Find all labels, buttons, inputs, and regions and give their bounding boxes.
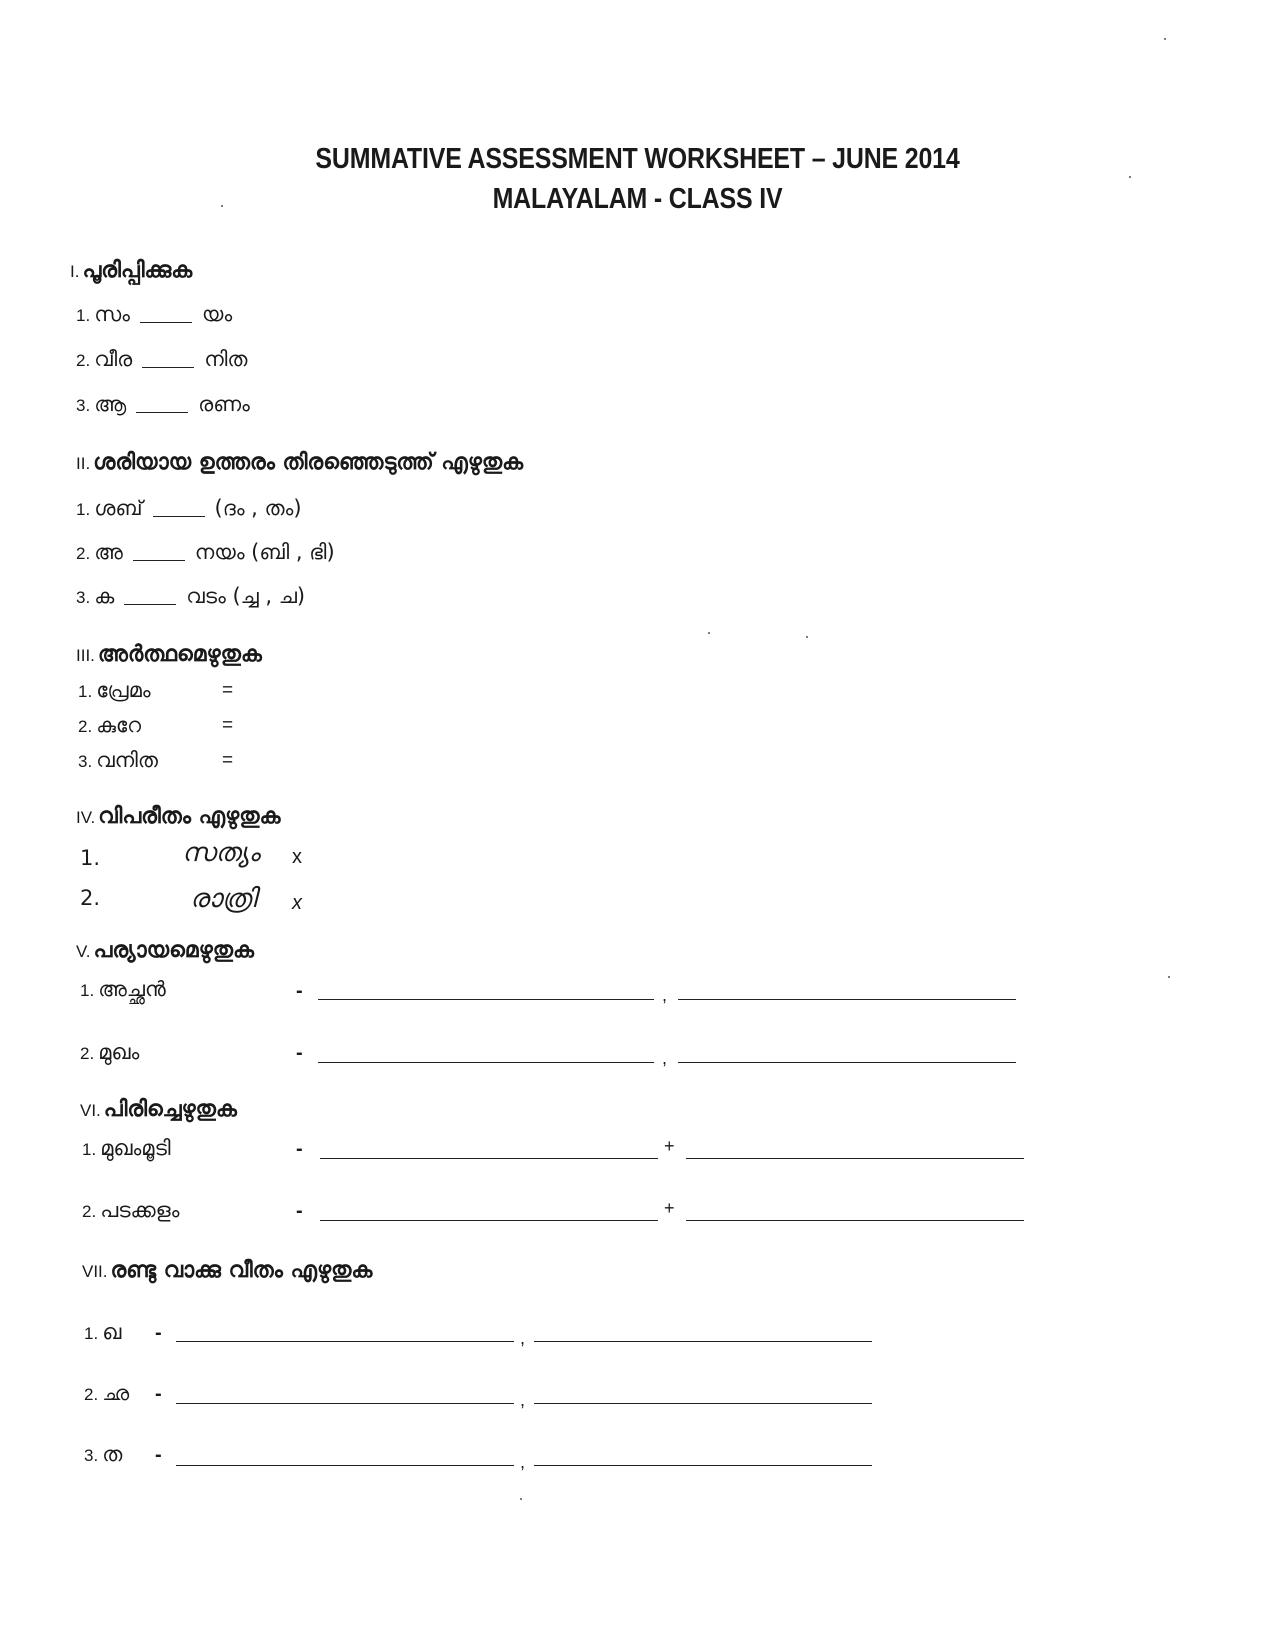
section-7-item-1	[84, 1320, 121, 1345]
answer-line[interactable]	[318, 1062, 654, 1063]
section-6-heading	[80, 1097, 237, 1122]
equals-sign: =	[222, 680, 234, 701]
dash: -	[296, 1138, 303, 1160]
item-word: ത	[102, 1442, 123, 1466]
item-number: 3.	[76, 396, 91, 415]
item-suffix: യം	[201, 302, 233, 326]
answer-line[interactable]	[534, 1465, 872, 1466]
equals-sign: =	[222, 750, 234, 771]
item-number: 3.	[76, 588, 91, 607]
scan-speck	[520, 1498, 522, 1500]
comma-separator: ,	[662, 985, 668, 1005]
section-1-item-1	[76, 302, 232, 327]
item-number: 3.	[84, 1446, 99, 1465]
plus-separator: +	[664, 1198, 675, 1218]
item-options: വടം (ച്ച , ച)	[186, 584, 306, 608]
comma-separator: ,	[520, 1390, 526, 1410]
item-number: 2.	[78, 717, 93, 736]
item-number: 2.	[76, 544, 91, 563]
section-4-heading	[76, 804, 280, 829]
section-number: VII.	[82, 1262, 108, 1281]
scan-speck	[1168, 976, 1170, 978]
item-number: 1.	[80, 981, 95, 1000]
dash: -	[296, 980, 303, 1002]
item-prefix: ശബ്	[94, 496, 143, 520]
answer-blank[interactable]	[153, 516, 205, 517]
section-title: ശരിയായ ഉത്തരം തിരഞ്ഞെടുത്ത് എഴുതുക	[93, 450, 524, 475]
section-3-heading	[76, 642, 262, 667]
answer-line[interactable]	[678, 999, 1016, 1000]
dash: -	[155, 1322, 162, 1344]
comma-separator: ,	[662, 1048, 668, 1068]
section-6-item-2	[82, 1198, 179, 1223]
section-2-item-2	[76, 540, 335, 565]
item-suffix: നിത	[204, 347, 248, 371]
answer-line[interactable]	[320, 1220, 658, 1221]
section-number: I.	[70, 262, 80, 281]
item-prefix: ആ	[94, 392, 127, 416]
section-3-item-2	[78, 713, 141, 738]
worksheet-title: SUMMATIVE ASSESSMENT WORKSHEET – JUNE 2014	[315, 143, 960, 175]
answer-line[interactable]	[176, 1403, 514, 1404]
item-number: 1.	[84, 1324, 99, 1343]
item-number: 1.	[82, 1140, 97, 1159]
section-number: II.	[76, 454, 91, 473]
item-suffix: രണം	[198, 392, 250, 416]
item-word: വനിത	[96, 748, 158, 772]
item-word: പടക്കളം	[100, 1198, 180, 1222]
section-title: വിപരീതം എഴുതുക	[98, 804, 281, 829]
item-word: മുഖംമൂടി	[100, 1136, 171, 1160]
plus-separator: +	[664, 1136, 675, 1156]
scan-speck	[708, 632, 710, 634]
section-title: പര്യായമെഴുതുക	[93, 938, 254, 963]
section-number: VI.	[80, 1101, 101, 1120]
item-word: പ്രേമം	[96, 678, 151, 702]
section-2-heading	[76, 450, 523, 475]
answer-line[interactable]	[678, 1062, 1016, 1063]
section-title: പിരിച്ചെഴുതുക	[103, 1097, 237, 1122]
answer-line[interactable]	[534, 1403, 872, 1404]
item-number: 3.	[78, 752, 93, 771]
dash: -	[155, 1383, 162, 1405]
item-number: 1.	[78, 682, 93, 701]
scan-speck	[1164, 38, 1166, 40]
item-number: 2.	[82, 1202, 97, 1221]
section-7-item-2	[84, 1381, 129, 1406]
section-number: IV.	[76, 808, 96, 827]
item-word: മുഖം	[98, 1040, 140, 1064]
answer-line[interactable]	[534, 1341, 872, 1342]
scan-speck	[1129, 176, 1131, 178]
item-word: ഖ	[102, 1320, 122, 1344]
answer-blank[interactable]	[142, 367, 194, 368]
scan-speck	[806, 636, 808, 638]
section-1-item-2	[76, 347, 247, 372]
worksheet-subtitle: MALAYALAM - CLASS IV	[492, 183, 783, 215]
cross-mark: x	[292, 892, 302, 914]
item-number: 2.	[84, 1385, 99, 1404]
scan-speck	[221, 205, 223, 207]
answer-line[interactable]	[176, 1341, 514, 1342]
answer-line[interactable]	[318, 999, 654, 1000]
section-1-item-3	[76, 392, 250, 417]
section-7-heading	[82, 1258, 372, 1283]
answer-line[interactable]	[686, 1158, 1024, 1159]
section-title: അർത്ഥമെഴുതുക	[97, 642, 262, 667]
item-options: നയം (ബി , ഭി)	[194, 540, 335, 564]
section-3-item-1	[78, 678, 151, 703]
section-7-item-3	[84, 1442, 122, 1467]
item-prefix: ക	[94, 584, 115, 608]
item-number: 1.	[76, 500, 91, 519]
dash: -	[155, 1444, 162, 1466]
item-prefix: അ	[94, 540, 123, 564]
section-6-item-1	[82, 1136, 171, 1161]
answer-blank[interactable]	[133, 560, 185, 561]
dash: -	[296, 1200, 303, 1222]
section-4-item-1-word: സത്യം	[182, 838, 260, 868]
comma-separator: ,	[520, 1452, 526, 1472]
answer-line[interactable]	[686, 1220, 1024, 1221]
item-number: 2.	[80, 1044, 95, 1063]
section-5-heading	[76, 938, 254, 963]
section-2-item-3	[76, 584, 305, 609]
answer-line[interactable]	[320, 1158, 658, 1159]
item-number: 2.	[76, 351, 91, 370]
dash: -	[296, 1042, 303, 1064]
item-word: അച്ഛൻ	[98, 977, 166, 1001]
item-number: 1.	[76, 306, 91, 325]
section-number: III.	[76, 646, 95, 665]
comma-separator: ,	[520, 1328, 526, 1348]
answer-line[interactable]	[176, 1465, 514, 1466]
section-3-item-3	[78, 748, 158, 773]
section-1-heading	[70, 258, 192, 283]
section-4-item-2-number: 2.	[80, 886, 101, 910]
section-5-item-1	[80, 977, 166, 1002]
answer-blank[interactable]	[124, 604, 176, 605]
item-prefix: സം	[94, 302, 130, 326]
section-4-item-2-word: രാത്രി	[190, 884, 257, 914]
cross-mark: x	[292, 846, 302, 868]
item-options: (ദം , തം)	[214, 496, 302, 520]
section-4-item-1-number: 1.	[80, 846, 101, 870]
section-2-item-1	[76, 496, 302, 521]
section-5-item-2	[80, 1040, 139, 1065]
section-number: V.	[76, 942, 91, 961]
section-title: രണ്ടു വാക്കു വീതം എഴുതുക	[110, 1258, 373, 1283]
answer-blank[interactable]	[140, 322, 192, 323]
item-word: ഛ	[102, 1381, 130, 1405]
item-prefix: വീര	[94, 347, 133, 371]
equals-sign: =	[222, 715, 234, 736]
section-title: പൂരിപ്പിക്കുക	[82, 258, 193, 283]
answer-blank[interactable]	[136, 412, 188, 413]
item-word: കുറേ	[96, 713, 142, 737]
